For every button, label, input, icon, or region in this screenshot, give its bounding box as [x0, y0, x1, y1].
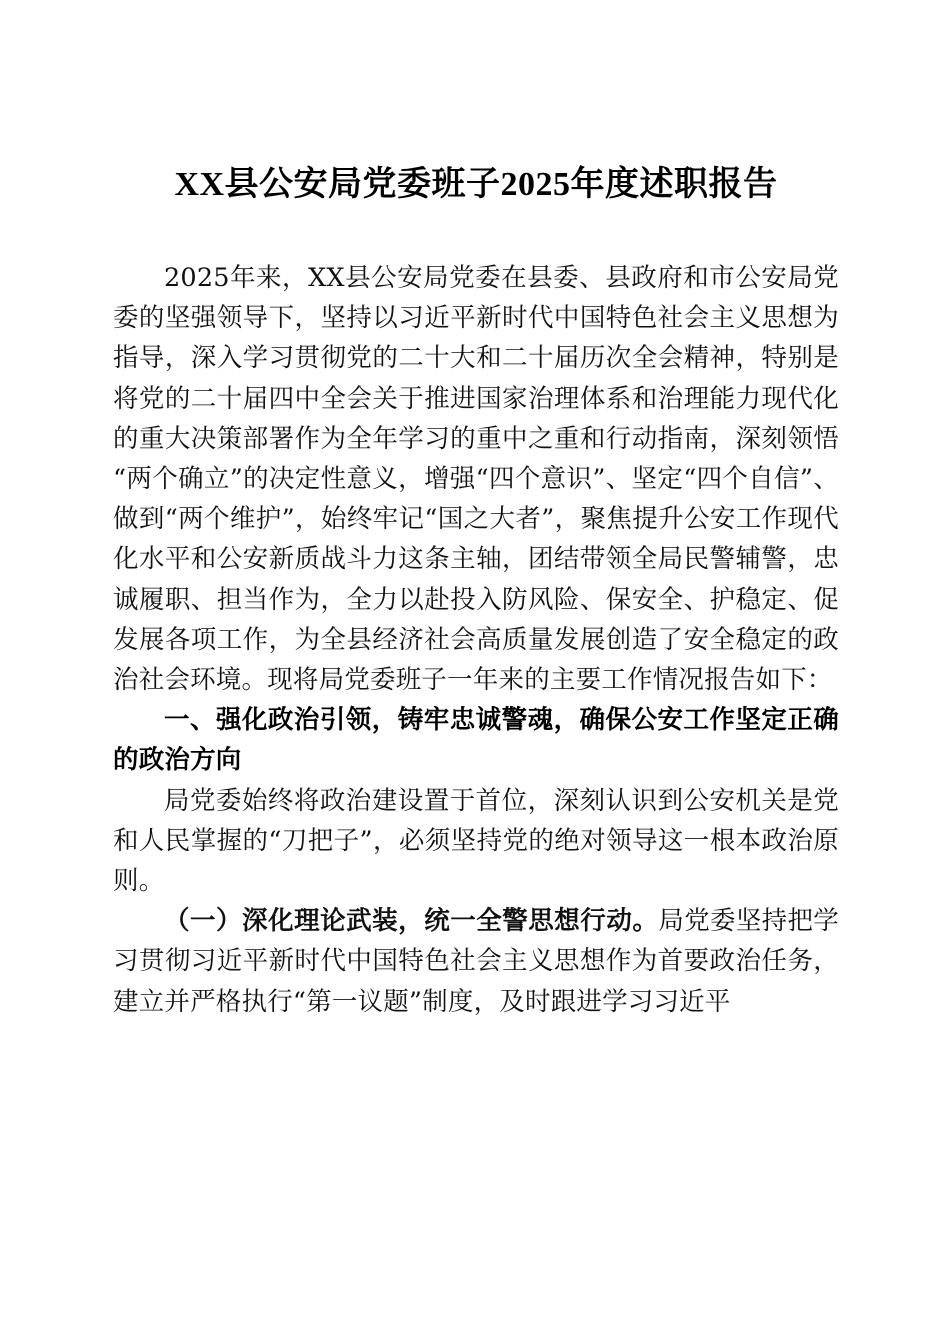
document-content — [113, 258, 839, 1022]
body-paragraph-2: 局党委始终将政治建设置于首位，深刻认识到公安机关是党和人民掌握的“刀把子”，必须坚持党的绝对领导这一根本政治原则。 — [113, 785, 839, 897]
body-paragraph-3 — [113, 901, 839, 1022]
subsection-heading-1-body: 局党委坚持把学习贯彻习近平新时代中国特色社会主义思想作为首要政治任务，建立并严格执行“第一议题”制度，及时跟进学习习近平 — [113, 906, 839, 1017]
body-paragraph-1: 2025年来，XX县公安局党委在县委、县政府和市公安局党委的坚强领导下，坚持以习近平新时代中国特色社会主义思想为指导，深入学习贯彻党的二十大和二十届历次全会精神，特别是将党的二十届四中全会关于推进国家治理体系和治理能力现代化的重大决策部署作为全年学习的重中之重和行动指南，深刻领悟“两个确立”的决定性意义，增强“四个意识”、坚定“四个自信”、做到“两个维护”，始终牢记“国之大者”，聚焦提升公安工作现代化水平和公安新质战斗力这条主轴，团结带领全局民警辅警，忠诚履职、担当作为，全力以赴投入防风险、保安全、护稳定、促发展各项工作，为全县经济社会高质量发展创造了安全稳定的政治社会环境。现将局党委班子一年来的主要工作情况报告如下： — [113, 263, 839, 696]
section-heading-1: 一、强化政治引领，铸牢忠诚警魂，确保公安工作坚定正确的政治方向 — [113, 706, 839, 775]
subsection-heading-1-label: （一）深化理论武装，统一全警思想行动。 — [164, 906, 659, 937]
page-title: XX县公安局党委班子2025年度述职报告 — [174, 166, 778, 203]
